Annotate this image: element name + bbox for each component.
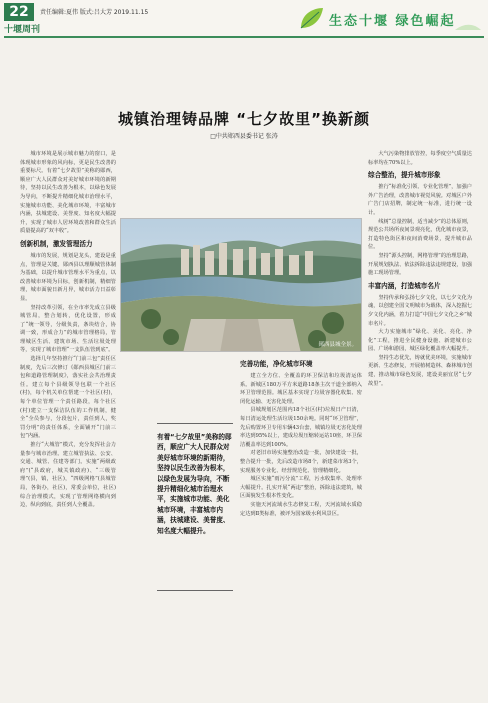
header-rule [4,36,484,38]
paragraph: 推行“标准化引领、专业化管理”，加强户外广告治理，改善城市视觉风貌。对城区户外广告门店招牌，制定统一标准，进行统一设计。 [368,184,472,216]
city-panorama-photo [120,218,362,352]
paragraph: 实施天河流域水生态修复工程，天河流域水质稳定达到Ⅱ类标准，被评为国家级水利风景区。 [240,501,362,517]
paragraph: 大力实施城市“绿化、美化、亮化、净化”工程，推进全民健身设施、新建城市公园、广场和游园，城区绿化覆盖率大幅提升。 [368,329,472,353]
paragraph: 建立全方位、全覆盖的环卫保洁和垃圾清运体系。新城区180万平方米道路18条主次干道全部纳入环卫管理范围。城区基本实现了垃圾容器化收集、密闭化运输、无害化处理。 [240,373,362,405]
paragraph: 选择几年坚持推行“门前三包”责任区制度，先后三次修订《郧西县城区门前三包和道路管理制度》，落实社会共治理责任。建立每个县级领导包联一个社区(村)，每个机关单位帮建一个社区(村)，每个单位管理一个责任路段，每个社区(村)建立一支保洁队伍的工作机制，健全“全员参与，分段包片，责任到人，奖罚分明”的责任体系，全面铺开“门前三包”内涵。 [20,356,116,440]
section-heading: 创新机制，激发管理活力 [20,239,93,248]
article-byline: □中共郧西县委书记 张涛 [210,133,278,140]
city-photo-image [121,219,362,352]
column-left [20,150,116,703]
photo-caption: 郧西县城全景。 [318,342,357,348]
article-title: 城镇治理铸品牌 “七夕故里”换新颜 [118,110,370,128]
paragraph: 推行“大城管”模式，充分发挥社会力量参与城市治理。建立城管执法、公安、交通、城管、住建等部门。实施“两级政府”(“县政府，城关镇政府)、“三级管理”(县，镇，社区)，“四级网格”(县城管局，各街办，社区)，常委会单位，社区)综合治理模式，实现了管理网络横向到边，纵向到底，责任到人全覆盖。 [20,442,116,509]
banner-text: 生态十堰 绿色崛起 [329,14,456,29]
paragraph: 城市的发展，规划是龙头，建设是重点，管理是关键。郧西县以理顺城管体制为基础，以提升城市管理水平为重点，以改善城市环境为目标，创新机制，精细管理，城市面貌日新月异，城市活力日益彰显。 [20,252,116,302]
paragraph: 县城规划区范围内18个社区(村)垃圾日产日清，每日清运处理生活垃圾150余吨。同时“环卫管理”，先后购置环卫专用车辆43台套，城镇垃圾无害化处理率达到95%以上，建成垃圾压缩转运站10座，环卫保洁覆盖率达到100%。 [240,407,362,448]
paragraph: 坚持传承和弘扬七夕文化，以七夕文化为魂，以创建全国文明城市为载体，深入挖掘七夕文化内涵，着力打造“中国七夕文化之乡”城市名片。 [368,294,472,327]
section-heading: 完善功能，净化城市环境 [240,360,313,368]
paragraph: 对老旧市场实施整治改造一批，加快建设一批，整合提升一批，先后改造市场8个，新建菜市场3个，实现服务专业化、经营规范化、管理精细化。 [240,450,362,474]
paper-name: 十堰周刊 [4,25,41,35]
section-heading: 综合整治，提升城市形象 [368,171,441,180]
paragraph: 大气污染物排放管控，每季度空气质量达标率均在70%以上。 [368,151,472,166]
column-right [368,150,472,703]
section-heading: 丰富内涵，打造城市名片 [368,281,441,290]
section-banner [295,4,483,32]
paragraph: 坚持“源头控制，网格管理”的治理思路，开展规划执法、依法拆除违法违规建设，加强施工现场管理。 [368,252,472,277]
column-center [240,356,362,703]
paragraph: 城区实施“雨污分流”工程，污水收集率、处理率大幅提升。扎实开展“两违”整治，拆除违法建筑，城区面貌发生根本性变化。 [240,476,362,500]
paragraph: 坚持生态优先，铸就优美环境，实施城市更新、生态修复，开展植树造林、森林城市创建，推动城市绿色发展，建设美丽宜居“七夕故里”。 [368,354,472,387]
paragraph: 线树“总量控制，适当减少”的总体原则，规范公共场所夜间景观亮化，优化城市夜景，打造特色街区和夜间消费场景，提升城市品位。 [368,218,472,251]
page-number: 22 [4,3,34,21]
page-header [0,0,488,38]
pull-quote: 有着“七夕故里”美称的郧西，顺应广大人民群众对美好城市环境的新期待，坚持以民生改善为根本，以绿色发展为导向，不断提升精细化城市治理水平，实施城市功能、美化城市环境，丰富城市内涵，扶城建设、美誉度、知名度大幅提升。 [157,423,233,591]
edition-meta: 责任编辑:夏伟 版式:吕大芳 2019.11.15 [40,9,149,16]
paragraph: 城市环境是展示城市魅力的窗口，是体现城市形象的风向标，更是民生改善的重要标尺。有着“七夕故里”美称的郧西，顺应广大人民群众对美好城市环境的新期待，坚持以民生改善为根本，以绿色发展为导向，不断提升精细化城市治理水平，实施城市功能、美化城市环境，丰富城市内涵，扶城建设、美誉度、知名度大幅提升，实现了城市人居环境改善和群众生活质量提高的“双丰收”。 [20,151,116,235]
paragraph: 坚持改革引领，在全市率先成立县级城管局，整合划转，优化设置，形成了“统一领导，分级负责，条块结合，协调一致，形成合力”的城市管理格局，管理城区生活、建筑市场、生活垃圾处理等，实现了城市管理“一支队伍管到底”。 [20,304,116,354]
